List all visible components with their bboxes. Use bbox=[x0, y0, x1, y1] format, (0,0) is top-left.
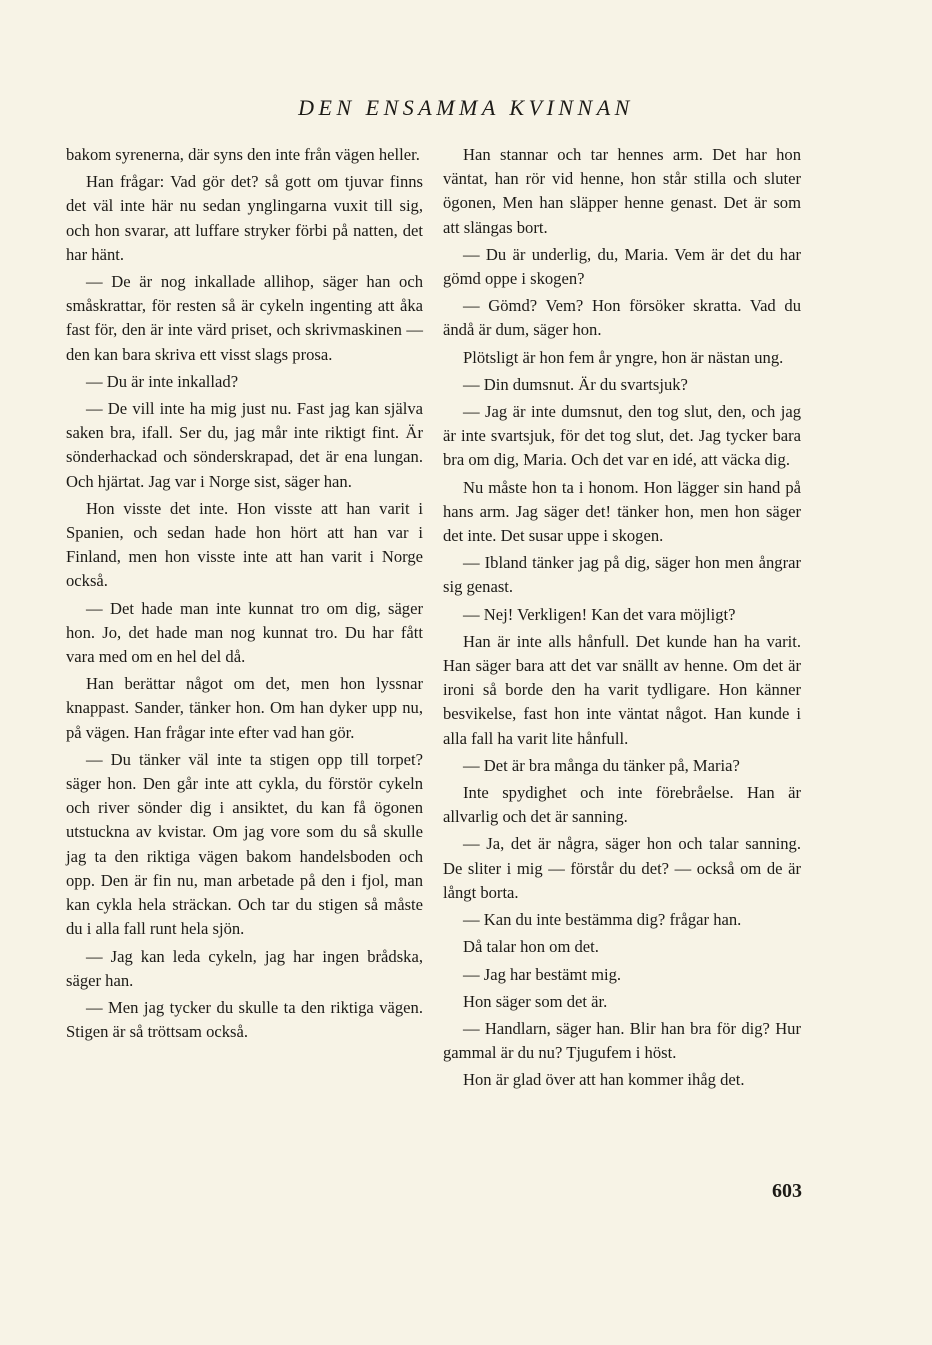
paragraph: — De är nog inkallade allihop, säger han och småskrattar, för resten så är cykeln ingenting att åka fast för, den är inte värd priset, och skrivmaskinen — den kan bara skriva ett visst slags prosa. bbox=[66, 272, 423, 364]
paragraph: — Du är inte inkallad? bbox=[86, 371, 239, 391]
paragraph: Nu måste hon ta i honom. Hon lägger sin hand på hans arm. Jag säger det! tänker hon, men hon säger det inte. Det susar uppe i skogen. bbox=[443, 477, 801, 546]
paragraph: Då talar hon om det. bbox=[463, 937, 599, 957]
paragraph: — Du tänker väl inte ta stigen opp till torpet? säger hon. Den går inte att cykla, du förstör cykeln och river sönder dig i ansiktet, du kan få ögonen utstuckna av kvistar. Om jag vore som du så skulle jag ta den riktiga vägen bakom handelsboden och opp. Den är fin nu, man arbetade på den i fjol, man kan cykla hela sträckan. Och tar du stigen så måste du i alla fall runt hela sjön. bbox=[66, 749, 423, 939]
paragraph: — Ibland tänker jag på dig, säger hon men ångrar sig genast. bbox=[443, 553, 801, 597]
paragraph: — Det hade man inte kunnat tro om dig, säger hon. Jo, det hade man nog kunnat tro. Du har fått vara med om en hel del då. bbox=[66, 598, 423, 667]
paragraph: bakom syrenerna, där syns den inte från vägen heller. bbox=[66, 145, 420, 164]
paragraph: — Du är underlig, du, Maria. Vem är det du har gömd oppe i skogen? bbox=[443, 244, 801, 289]
paragraph: — Gömd? Vem? Hon försöker skratta. Vad du ändå är dum, säger hon. bbox=[443, 296, 801, 340]
paragraph: Hon säger som det är. bbox=[463, 991, 608, 1011]
paragraph: Han är inte alls hånfull. Det kunde han ha varit. Han säger bara att det var snällt av henne. Om det är ironi så borde den ha varit tydligare. Hon känner besvikelse, fast hon inte väntat något. Han kunde i alla fall ha varit lite hånfull. bbox=[443, 631, 801, 748]
paragraph: — Kan du inte bestämma dig? frågar han. bbox=[463, 910, 742, 930]
paragraph: — Jag har bestämt mig. bbox=[463, 964, 622, 984]
paragraph: Hon visste det inte. Hon visste att han varit i Spanien, och sedan hade hon hört att han var i Finland, men hon visste inte att han varit i Norge också. bbox=[66, 498, 423, 591]
paragraph: Han stannar och tar hennes arm. Det har hon väntat, han rör vid henne, hon står stilla och sluter ögonen, Men han släpper henne genast. Det är som att slängas bort. bbox=[443, 145, 801, 237]
paragraph: — Ja, det är några, säger hon och talar sanning. De sliter i mig — förstår du det? — också om de är långt borta. bbox=[443, 834, 801, 902]
paragraph: — Din dumsnut. Är du svartsjuk? bbox=[463, 374, 688, 394]
paragraph: Plötsligt är hon fem år yngre, hon är nästan ung. bbox=[463, 347, 784, 367]
paragraph: Inte spydighet och inte förebråelse. Han är allvarlig och det är sanning. bbox=[443, 783, 801, 827]
paragraph: — Det är bra många du tänker på, Maria? bbox=[463, 755, 740, 775]
paragraph: — Jag är inte dumsnut, den tog slut, den, och jag är inte svartsjuk, för det tog slut, det. Jag tycker bara bra om dig, Maria. Och det var en idé, att väcka dig. bbox=[443, 402, 801, 470]
paragraph: Hon är glad över att han kommer ihåg det. bbox=[463, 1070, 745, 1090]
running-title: DEN ENSAMMA KVINNAN bbox=[298, 95, 634, 120]
paragraph: Han frågar: Vad gör det? så gott om tjuvar finns det väl inte här nu sedan ynglingarna vuxit till sig, och hon svarar, att luffare stryker förbi på natten, det har hänt. bbox=[66, 172, 423, 264]
right-column bbox=[443, 143, 801, 1096]
paragraph: — Handlarn, säger han. Blir han bra för dig? Hur gammal är du nu? Tjugufem i höst. bbox=[443, 1018, 801, 1063]
paragraph: — Nej! Verkligen! Kan det vara möjligt? bbox=[463, 604, 736, 624]
paragraph: Han berättar något om det, men hon lyssnar knappast. Sander, tänker hon. Om han dyker upp nu, på vägen. Han frågar inte efter vad han gör. bbox=[66, 674, 423, 742]
paragraph: — Jag kan leda cykeln, jag har ingen brådska, säger han. bbox=[66, 946, 423, 990]
paragraph: — Men jag tycker du skulle ta den riktiga vägen. Stigen är så tröttsam också. bbox=[66, 997, 423, 1042]
paragraph: — De vill inte ha mig just nu. Fast jag kan själva saken bra, ifall. Ser du, jag mår inte riktigt fint. Är sönderhackad och sönderskrapad, det är ena lungan. Och hjärtat. Jag var i Norge sist, säger han. bbox=[66, 399, 423, 491]
left-column bbox=[66, 143, 423, 1047]
page-number: 603 bbox=[772, 1180, 802, 1202]
